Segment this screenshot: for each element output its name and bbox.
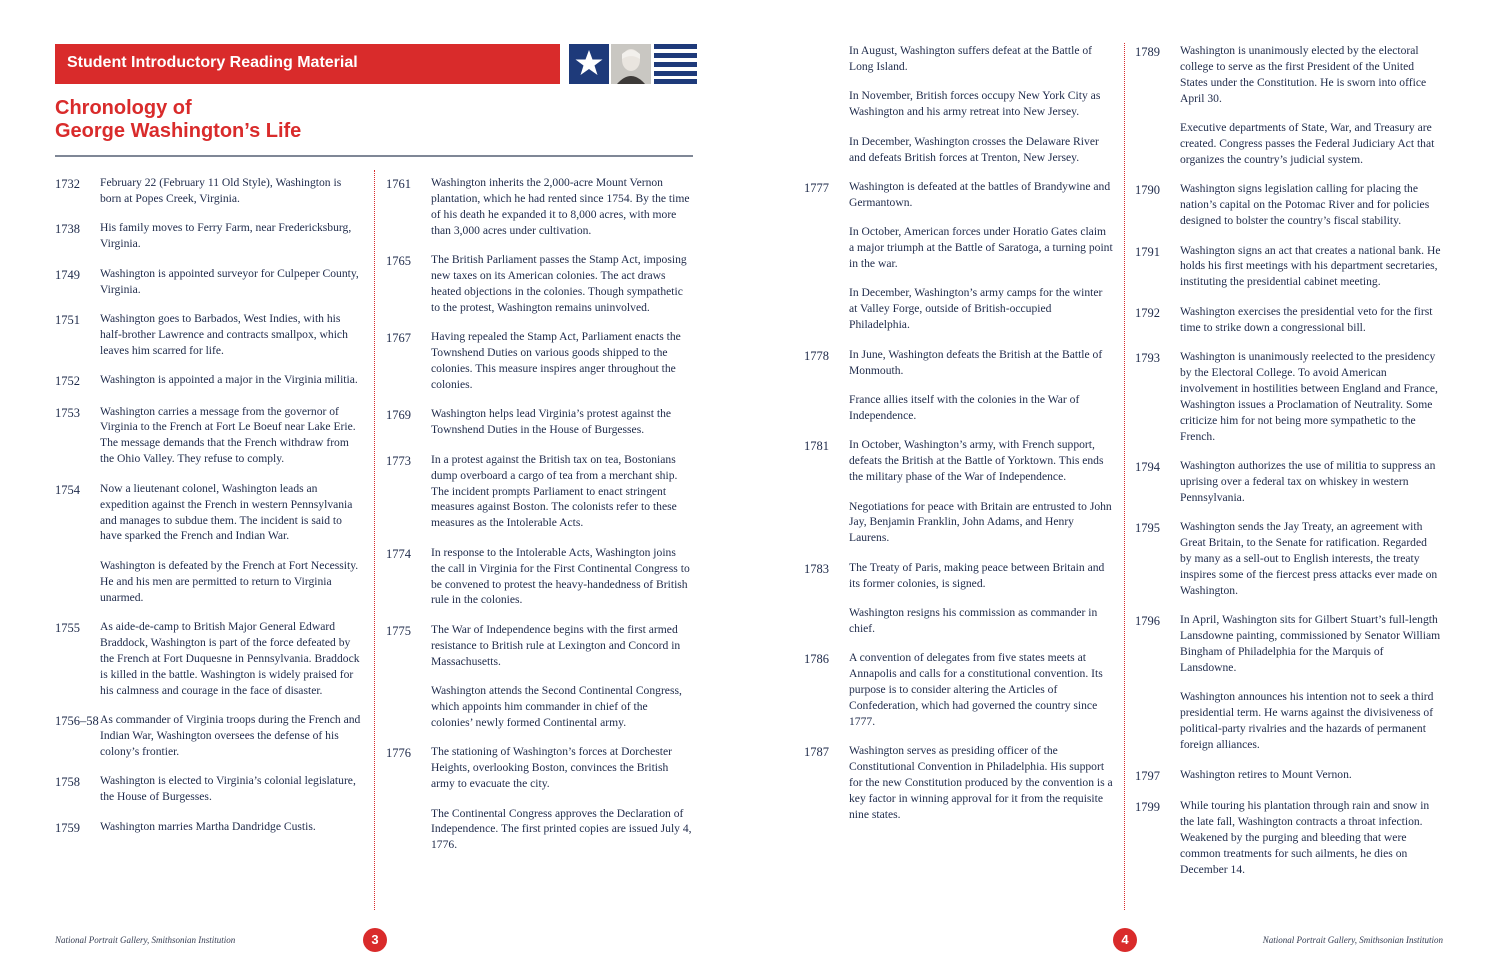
entry-text: France allies itself with the colonies in the War of Independence. [849, 393, 1080, 422]
banner-title: Student Introductory Reading Material [67, 54, 358, 71]
timeline-entry [55, 481, 363, 545]
entry-year: 1776 [386, 746, 411, 761]
page-number-right: 4 [1113, 928, 1137, 952]
entry-year: 1778 [804, 348, 829, 363]
entry-year: 1793 [1135, 351, 1160, 366]
timeline-entry [55, 773, 363, 805]
section-banner [55, 44, 560, 84]
divider [55, 155, 693, 157]
timeline-entry [804, 224, 1113, 272]
entry-text: Washington helps lead Virginia’s protest against the Townshend Duties in the House of Burgesses. [431, 407, 672, 437]
entry-text: In April, Washington sits for Gilbert Stuart’s full-length Lansdowne painting, commissioned by Senator William Bingham of Philadelphia for the Marquis of Lansdowne. [1180, 613, 1441, 674]
timeline-entry [386, 406, 692, 438]
timeline-entry [804, 392, 1113, 424]
timeline-entry [386, 683, 692, 731]
entry-year: 1797 [1135, 768, 1160, 783]
entry-year: 1791 [1135, 244, 1160, 259]
entry-text: Washington signs legislation calling for placing the nation’s capital on the Potomac River and for policies designed to bolster the country’s fiscal stability. [1180, 182, 1430, 228]
timeline-entry [1135, 304, 1441, 336]
page-title [55, 97, 301, 143]
entry-text: In October, American forces under Horatio Gates claim a major triumph at the Battle of Saratoga, a turning point in the war. [849, 225, 1113, 271]
entry-year: 1777 [804, 180, 829, 195]
entry-text: The stationing of Washington’s forces at Dorchester Heights, overlooking Boston, convinces the British army to evacuate the city. [431, 745, 672, 791]
timeline-entry [386, 175, 692, 239]
timeline-entry [55, 404, 363, 468]
entry-year: 1732 [55, 177, 80, 191]
entry-text: Now a lieutenant colonel, Washington leads an expedition against the French in western Pennsylvania and manages to subdue them. The incident is said to have sparked the French and Indian War. [100, 481, 353, 543]
timeline-entry [386, 622, 692, 670]
timeline-entry [1135, 798, 1441, 878]
entry-text: Washington is defeated by the French at Fort Necessity. He and his men are permitted to return to Virginia unarmed. [100, 558, 359, 604]
column-separator [1124, 43, 1125, 910]
entry-year: 1799 [1135, 799, 1160, 814]
entry-text: Washington is unanimously reelected to the presidency by the Electoral College. To avoid American involvement in hostilities between England and France, Washington issues a Proclamation of Neutrality. Some criticize him for not being more sympathetic to the French. [1180, 350, 1438, 443]
entry-text: Washington exercises the presidential veto for the first time to strike down a congressional bill. [1180, 304, 1433, 334]
entry-year: 1786 [804, 652, 829, 667]
entry-year: 1783 [804, 561, 829, 576]
entry-year: 1790 [1135, 183, 1160, 198]
entry-text: Washington is elected to Virginia’s colonial legislature, the House of Burgesses. [100, 774, 356, 804]
timeline-column-1 [55, 175, 363, 850]
entry-text: His family moves to Ferry Farm, near Fredericksburg, Virginia. [100, 221, 352, 251]
timeline-entry [1135, 181, 1441, 229]
entry-text: Washington inherits the 2,000-acre Mount Vernon plantation, which he had rented since 1754. By the time of his death he expanded it to 8,000 acres, with more than 3,000 acres under cultivation. [431, 176, 690, 237]
timeline-entry [804, 88, 1113, 120]
timeline-entry [1135, 349, 1441, 444]
entry-year: 1789 [1135, 45, 1160, 59]
entry-text: In a protest against the British tax on tea, Bostonians dump overboard a cargo of tea from a merchant ship. The incident prompts Parliament to enact stringent measures against Boston. The colonists refer to these measures as the Intolerable Acts. [431, 452, 678, 530]
timeline-column-3 [804, 43, 1113, 836]
entry-text: In August, Washington suffers defeat at the Battle of Long Island. [849, 44, 1093, 73]
entry-text: Washington is appointed a major in the Virginia militia. [100, 373, 358, 387]
timeline-entry [1135, 243, 1441, 291]
stripes-icon [654, 44, 697, 84]
entry-text: The War of Independence begins with the first armed resistance to British rule at Lexington and Concord in Massachusetts. [431, 622, 681, 668]
entry-text: Washington authorizes the use of militia to suppress an uprising over a federal tax on whiskey in western Pennsylvania. [1180, 459, 1436, 504]
entry-text: In December, Washington’s army camps for the winter at Valley Forge, outside of British-occupied Philadelphia. [849, 286, 1103, 332]
entry-year: 1738 [55, 222, 80, 237]
timeline-entry [804, 437, 1113, 485]
entry-text: A convention of delegates from five states meets at Annapolis and calls for a constitutional convention. Its purpose is to consider altering the Articles of Confederation, which had governed the country since 1777. [849, 651, 1103, 728]
entry-year [804, 224, 849, 272]
timeline-entry [804, 499, 1113, 547]
column-separator [374, 170, 375, 910]
entry-year: 1761 [386, 177, 411, 191]
entry-year: 1758 [55, 775, 80, 790]
timeline-entry [804, 605, 1113, 637]
entry-text: Washington retires to Mount Vernon. [1180, 767, 1352, 781]
entry-text: As commander of Virginia troops during the French and Indian War, Washington oversees the defense of his colony’s frontier. [100, 713, 361, 758]
entry-year: 1753 [55, 405, 80, 420]
timeline-entry [1135, 767, 1441, 785]
entry-text: In response to the Intolerable Acts, Washington joins the call in Virginia for the First Continental Congress to be convened to protest the heavy-handedness of British rule in the colonies. [431, 545, 690, 607]
entry-text: Washington resigns his commission as commander in chief. [849, 606, 1098, 635]
entry-text: In December, Washington crosses the Delaware River and defeats British forces at Trenton, New Jersey. [849, 134, 1099, 164]
entry-year: 1796 [1135, 614, 1160, 629]
entry-year: 1752 [55, 374, 80, 389]
title-line-2: George Washington’s Life [55, 120, 302, 142]
timeline-entry [55, 266, 363, 298]
footer-credit-right: National Portrait Gallery, Smithsonian Institution [1262, 935, 1443, 945]
entry-text: Washington is appointed surveyor for Culpeper County, Virginia. [100, 266, 359, 296]
entry-text: In June, Washington defeats the British at the Battle of Monmouth. [849, 347, 1103, 377]
entry-text: Washington attends the Second Continental Congress, which appoints him commander in chief of the colonies’ newly formed Continental army. [431, 684, 682, 729]
timeline-entry [1135, 43, 1441, 107]
timeline-entry [55, 220, 363, 252]
entry-year [804, 392, 849, 424]
entry-text: In October, Washington’s army, with French support, defeats the British at the Battle of Yorktown. This ends the military phase of the War of Independence. [849, 438, 1104, 484]
entry-year: 1781 [804, 439, 829, 454]
timeline-entry [55, 819, 363, 837]
timeline-entry [1135, 458, 1441, 506]
entry-year: 1795 [1135, 521, 1160, 536]
timeline-entry [55, 712, 363, 760]
title-line-1: Chronology of [55, 97, 192, 119]
entry-year [1135, 689, 1180, 753]
timeline-entry [804, 347, 1113, 379]
timeline-entry [804, 43, 1113, 75]
timeline-entry [804, 560, 1113, 592]
entry-year: 1755 [55, 621, 80, 636]
entry-text: The British Parliament passes the Stamp Act, imposing new taxes on its American colonies. The act draws heated objections in the colonies. Though sympathetic to the protest, Washington remains uninvolved. [431, 253, 687, 314]
entry-text: Washington goes to Barbados, West Indies, with his half-brother Lawrence and contracts smallpox, which leaves him scarred for life. [100, 311, 348, 357]
entry-year [386, 683, 431, 731]
entry-year: 1754 [55, 482, 80, 497]
timeline-entry [386, 545, 692, 609]
timeline-entry [386, 744, 692, 792]
entry-text: Washington serves as presiding officer of the Constitutional Convention in Philadelphia. His support for the new Constitution produced by the convention is a key factor in winning approval for it from the requisite nine states. [849, 744, 1113, 822]
timeline-entry [1135, 612, 1441, 676]
timeline-entry [55, 558, 363, 606]
timeline-column-4 [1135, 43, 1441, 891]
timeline-entry [804, 179, 1113, 211]
timeline-entry [804, 285, 1113, 333]
entry-text: As aide-de-camp to British Major General Edward Braddock, Washington is part of the force defeated by the French at Fort Duquesne in Pennsylvania. Braddock is killed in the battle. Washington is widely praised for his calmness and courage in the face of disaster. [100, 620, 360, 697]
entry-year: 1794 [1135, 460, 1160, 475]
entry-year [386, 806, 431, 854]
entry-year [804, 499, 849, 547]
timeline-entry [55, 619, 363, 699]
timeline-entry [804, 650, 1113, 730]
entry-year [804, 43, 849, 75]
entry-text: Washington carries a message from the governor of Virginia to the French at Fort Le Boeuf near Lake Erie. The message demands that the French withdraw from the Ohio Valley. They refuse to comply. [100, 404, 356, 466]
entry-text: Negotiations for peace with Britain are entrusted to John Jay, Benjamin Franklin, John Adams, and Henry Laurens. [849, 499, 1112, 545]
entry-year: 1765 [386, 254, 411, 269]
entry-year [804, 285, 849, 333]
entry-text: The Treaty of Paris, making peace between Britain and its former colonies, is signed. [849, 560, 1105, 590]
entry-year: 1775 [386, 623, 411, 638]
entry-year: 1767 [386, 331, 411, 346]
entry-year: 1759 [55, 820, 80, 835]
entry-text: In November, British forces occupy New York City as Washington and his army retreat into New Jersey. [849, 89, 1101, 119]
entry-year: 1749 [55, 267, 80, 282]
entry-year: 1774 [386, 546, 411, 561]
timeline-entry [386, 806, 692, 854]
entry-text: Washington announces his intention not to seek a third presidential term. He warns against the divisiveness of political-party rivalries and the hazards of permanent foreign alliances. [1180, 690, 1434, 752]
timeline-entry [386, 329, 692, 393]
entry-year: 1769 [386, 408, 411, 423]
entry-text: February 22 (February 11 Old Style), Washington is born at Popes Creek, Virginia. [100, 176, 342, 205]
entry-text: The Continental Congress approves the Declaration of Independence. The first printed copies are issued July 4, 1776. [431, 806, 692, 852]
timeline-column-2 [386, 175, 692, 867]
entry-text: Washington sends the Jay Treaty, an agreement with Great Britain, to the Senate for ratification. Regarded by many as a sell-out to English interests, the treaty inspires some of the fiercest press attacks ever made on Washington. [1180, 520, 1438, 597]
timeline-entry [804, 134, 1113, 166]
timeline-entry [386, 452, 692, 532]
entry-text: Washington is unanimously elected by the electoral college to serve as the first President of the United States under the Constitution. He is sworn into office April 30. [1180, 44, 1427, 105]
entry-year: 1756–58 [55, 714, 99, 729]
entry-text: While touring his plantation through rain and snow in the late fall, Washington contracts a throat infection. Weakened by the purging and bleeding that were common treatments for such ailments, he dies on December 14. [1180, 798, 1430, 876]
footer-credit-left: National Portrait Gallery, Smithsonian Institution [55, 935, 236, 945]
entry-text: Executive departments of State, War, and Treasury are created. Congress passes the Federal Judiciary Act that organizes the country’s judicial system. [1180, 121, 1435, 166]
timeline-entry [804, 743, 1113, 823]
timeline-entry [1135, 689, 1441, 753]
flag-portrait-logo [569, 44, 697, 84]
timeline-entry [1135, 519, 1441, 599]
timeline-entry [1135, 120, 1441, 168]
entry-year [1135, 120, 1180, 168]
entry-year [55, 558, 100, 606]
entry-text: Washington is defeated at the battles of Brandywine and Germantown. [849, 179, 1111, 209]
entry-year: 1787 [804, 745, 829, 760]
timeline-entry [55, 372, 363, 390]
timeline-entry [386, 252, 692, 316]
entry-text: Washington signs an act that creates a national bank. He holds his first meetings with his department secretaries, instituting the presidential cabinet meeting. [1180, 243, 1441, 289]
entry-year: 1773 [386, 453, 411, 468]
entry-text: Washington marries Martha Dandridge Custis. [100, 819, 316, 833]
timeline-entry [55, 175, 363, 207]
entry-year [804, 88, 849, 120]
page-number-left: 3 [363, 928, 387, 952]
entry-year [804, 134, 849, 166]
entry-year: 1751 [55, 312, 80, 327]
timeline-entry [55, 311, 363, 359]
entry-text: Having repealed the Stamp Act, Parliament enacts the Townshend Duties on various goods shipped to the colonies. This measure inspires anger throughout the colonies. [431, 330, 681, 391]
entry-year: 1792 [1135, 305, 1160, 320]
entry-year [804, 605, 849, 637]
